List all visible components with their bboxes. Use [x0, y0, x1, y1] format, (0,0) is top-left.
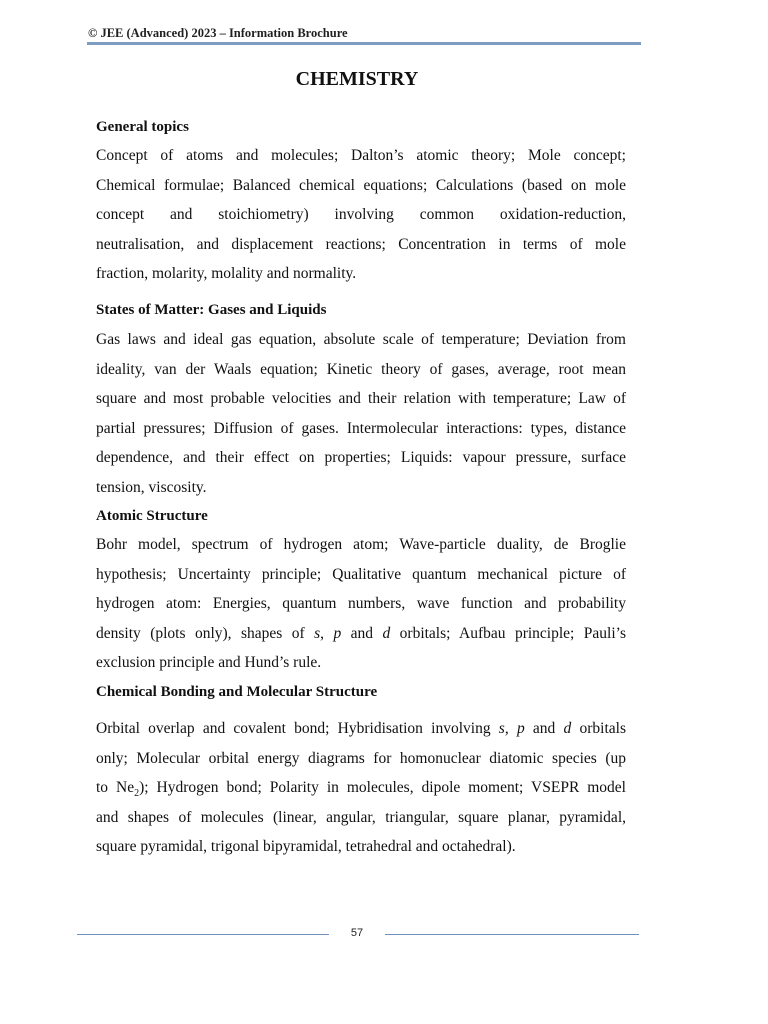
- paragraph-line: neutralisation, and displacement reactions; Concentration in terms of mole: [96, 235, 626, 253]
- page-title: CHEMISTRY: [295, 68, 419, 90]
- paragraph-line: only; Molecular orbital energy diagrams for homonuclear diatomic species (up: [96, 749, 626, 767]
- section-heading-states: States of Matter: Gases and Liquids: [96, 302, 327, 318]
- paragraph-line: [96, 714, 626, 744]
- text-run: orbitals: [571, 720, 626, 737]
- text-run: density (plots only), shapes of: [96, 624, 315, 642]
- paragraph-atomic: [96, 530, 626, 678]
- paragraph-line: tension, viscosity.: [96, 478, 207, 496]
- footer-rule-left: [77, 934, 329, 935]
- text-run: ,: [320, 624, 334, 642]
- paragraph-line: partial pressures; Diffusion of gases. Intermolecular interactions: types, distance: [96, 419, 626, 437]
- paragraph-line: [96, 773, 626, 803]
- italic-symbol-s: s: [498, 720, 505, 737]
- paragraph-states: [96, 325, 626, 502]
- page-number: 57: [350, 927, 364, 939]
- text-run: Orbital overlap and covalent bond; Hybridisation involving: [96, 720, 499, 737]
- paragraph-line: dependence, and their effect on properties; Liquids: vapour pressure, surface: [96, 449, 626, 466]
- section-heading-general: General topics: [96, 119, 189, 135]
- paragraph-general: [96, 141, 626, 289]
- header-rule: [87, 42, 641, 45]
- paragraph-line: Chemical formulae; Balanced chemical equations; Calculations (based on mole: [96, 176, 626, 194]
- italic-symbol-s: s: [314, 624, 321, 642]
- text-run: orbitals; Aufbau principle; Pauli’s: [390, 624, 626, 642]
- subscript: 2: [134, 788, 140, 800]
- italic-symbol-p: p: [516, 720, 525, 737]
- paragraph-line: hypothesis; Uncertainty principle; Qualitative quantum mechanical picture of: [96, 565, 626, 583]
- italic-symbol-d: d: [382, 624, 391, 642]
- paragraph-line: fraction, molarity, molality and normality.: [96, 265, 357, 282]
- text-run: ); Hydrogen bond; Polarity in molecules, dipole moment; VSEPR model: [139, 779, 626, 796]
- footer-rule-right: [385, 934, 639, 935]
- paragraph-line: hydrogen atom: Energies, quantum numbers, wave function and probability: [96, 595, 626, 612]
- paragraph-line: square pyramidal, trigonal bipyramidal, tetrahedral and octahedral).: [96, 838, 516, 855]
- paragraph-line: [96, 619, 626, 649]
- paragraph-line: concept and stoichiometry) involving common oxidation-reduction,: [96, 206, 626, 223]
- paragraph-line: ideality, van der Waals equation; Kinetic theory of gases, average, root mean: [96, 360, 626, 378]
- section-heading-atomic: Atomic Structure: [96, 508, 208, 524]
- paragraph-line: exclusion principle and Hund’s rule.: [96, 654, 322, 671]
- paragraph-line: Gas laws and ideal gas equation, absolute scale of temperature; Deviation from: [96, 331, 626, 348]
- header-text: © JEE (Advanced) 2023 – Information Brochure: [88, 26, 348, 40]
- text-run: to Ne: [96, 779, 135, 796]
- paragraph-line: and shapes of molecules (linear, angular, triangular, square planar, pyramidal,: [96, 808, 626, 826]
- section-heading-bonding: Chemical Bonding and Molecular Structure: [96, 684, 378, 700]
- page-header: [87, 25, 641, 45]
- paragraph-line: Bohr model, spectrum of hydrogen atom; Wave-particle duality, de Broglie: [96, 536, 626, 553]
- text-run: and: [341, 624, 383, 642]
- text-run: and: [524, 720, 564, 737]
- paragraph-line: Concept of atoms and molecules; Dalton’s atomic theory; Mole concept;: [96, 147, 626, 164]
- italic-symbol-d: d: [563, 720, 572, 737]
- italic-symbol-p: p: [333, 624, 342, 642]
- page-footer: [77, 924, 639, 944]
- paragraph-line: square and most probable velocities and their relation with temperature; Law of: [96, 390, 626, 407]
- text-run: ,: [504, 720, 517, 737]
- paragraph-bonding: [96, 714, 626, 862]
